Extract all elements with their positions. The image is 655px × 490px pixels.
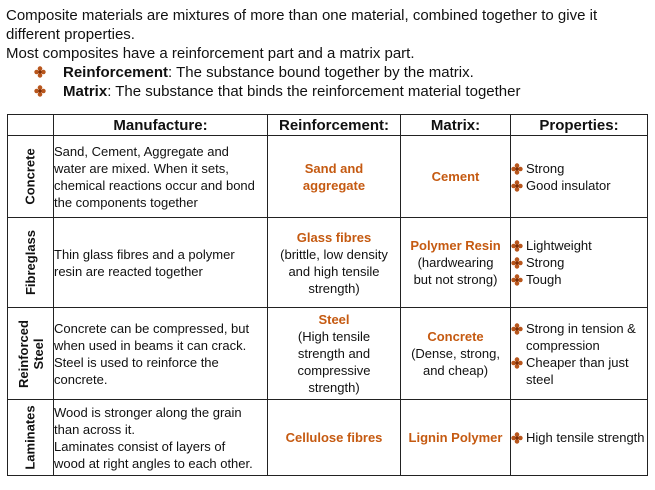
manufacture-line: the components together (54, 194, 198, 210)
reinforcement-detail: strength) (308, 380, 360, 395)
row-heading: Concrete (23, 148, 39, 205)
table-row (8, 400, 648, 476)
property-text: Lightweight (526, 238, 592, 253)
reinforcement-detail: strength) (308, 280, 360, 296)
header-reinforcement: Reinforcement: (268, 115, 401, 136)
definition-list (6, 63, 646, 101)
manufacture-line: than across it. (54, 421, 135, 437)
manufacture-line: resin are reacted together (54, 263, 203, 279)
property-item (511, 177, 647, 194)
property-item (511, 320, 647, 354)
matrix-detail: but not strong) (413, 272, 498, 287)
reinforcement-detail: (High tensile (297, 329, 371, 344)
row-heading-cell (8, 136, 54, 218)
flower-bullet-icon (34, 85, 46, 97)
definition-reinforcement-text: : The substance bound together by the matrix. (168, 64, 474, 81)
manufacture-line: chemical reactions occur and bond (54, 177, 255, 193)
manufacture-cell (54, 400, 268, 476)
term-matrix: Matrix (63, 83, 108, 100)
reinforcement-cell (268, 136, 401, 218)
matrix-cell (401, 400, 511, 476)
matrix-cell (401, 308, 511, 400)
matrix-title: Concrete (427, 329, 484, 344)
properties-cell (511, 400, 648, 476)
row-heading-wrap (8, 229, 53, 296)
row-heading: Laminates (23, 405, 38, 470)
manufacture-line: Wood is stronger along the grain (54, 404, 242, 420)
header-properties: Properties: (511, 115, 648, 136)
row-heading-wrap (8, 148, 53, 205)
property-item (511, 354, 647, 388)
properties-cell (511, 308, 648, 400)
table-row (8, 218, 648, 308)
properties-cell (511, 218, 648, 308)
reinforcement-title: Steel (318, 312, 350, 327)
property-item (511, 160, 647, 177)
reinforcement-title: Cellulose fibres (285, 430, 383, 445)
definition-matrix-text: : The substance that binds the reinforcement material together (107, 83, 521, 100)
row-heading-wrap (8, 319, 53, 388)
manufacture-line: Laminates consist of layers of (54, 438, 226, 454)
matrix-title: Cement (431, 169, 480, 184)
matrix-detail: and cheap) (422, 363, 489, 378)
manufacture-cell (54, 308, 268, 400)
reinforcement-cell (268, 308, 401, 400)
property-text: Good insulator (526, 177, 611, 193)
definition-matrix (6, 82, 646, 101)
row-heading-cell (8, 218, 54, 308)
matrix-title: Lignin Polymer (408, 430, 503, 445)
property-item (511, 429, 647, 446)
manufacture-cell (54, 218, 268, 308)
flower-bullet-icon (511, 432, 523, 444)
row-heading: Fibreglass (23, 229, 38, 296)
property-item (511, 237, 647, 254)
table-row (8, 136, 648, 218)
row-heading (16, 320, 46, 388)
definition-reinforcement (6, 63, 646, 82)
property-text: Strong (526, 160, 565, 176)
reinforcement-detail: (brittle, low density (280, 246, 388, 262)
reinforcement-cell (268, 400, 401, 476)
row-heading-line: Reinforced (15, 319, 31, 388)
composites-table (7, 114, 648, 476)
reinforcement-detail: and high tensile (288, 263, 380, 279)
matrix-title: Polymer Resin (410, 238, 501, 253)
manufacture-cell (54, 136, 268, 218)
flower-bullet-icon (511, 257, 523, 269)
flower-bullet-icon (511, 357, 523, 369)
manufacture-line: concrete. (54, 371, 108, 387)
reinforcement-cell (268, 218, 401, 308)
properties-cell (511, 136, 648, 218)
flower-bullet-icon (34, 66, 46, 78)
property-text: Strong (526, 255, 565, 270)
intro-line-2: Most composites have a reinforcement part and a matrix part. (6, 45, 415, 62)
manufacture-line: Steel is used to reinforce the (54, 354, 219, 370)
reinforcement-title: Glass fibres (296, 229, 372, 245)
reinforcement-title: Sand and (304, 160, 364, 176)
header-manufacture: Manufacture: (54, 115, 268, 136)
manufacture-line: Sand, Cement, Aggregate and (54, 143, 229, 159)
flower-bullet-icon (511, 274, 523, 286)
manufacture-line: wood at right angles to each other. (54, 455, 253, 471)
property-item (511, 271, 647, 288)
flower-bullet-icon (511, 163, 523, 175)
intro-text (6, 6, 646, 101)
manufacture-line: when used in beams it can crack. (54, 337, 247, 353)
property-text: Strong in tension & compression (526, 320, 636, 353)
table-row (8, 308, 648, 400)
table-header-row (8, 115, 648, 136)
header-matrix: Matrix: (401, 115, 511, 136)
flower-bullet-icon (511, 240, 523, 252)
manufacture-line: water are mixed. When it sets, (54, 160, 229, 176)
flower-bullet-icon (511, 180, 523, 192)
manufacture-line: Thin glass fibres and a polymer (54, 246, 235, 262)
matrix-cell (401, 136, 511, 218)
row-heading-wrap (8, 405, 53, 470)
property-text: High tensile strength (526, 430, 645, 445)
row-heading-cell (8, 308, 54, 400)
row-heading-cell (8, 400, 54, 476)
manufacture-line: Concrete can be compressed, but (54, 320, 250, 336)
term-reinforcement: Reinforcement (63, 64, 169, 81)
matrix-detail: (hardwearing (417, 255, 494, 270)
header-blank (8, 115, 54, 136)
reinforcement-detail: compressive (297, 363, 371, 378)
property-item (511, 254, 647, 271)
property-text: Tough (526, 272, 562, 287)
matrix-cell (401, 218, 511, 308)
intro-line-1: Composite materials are mixtures of more than one material, combined together to give it different properties. (6, 7, 598, 43)
flower-bullet-icon (511, 323, 523, 335)
property-text: Cheaper than just steel (526, 354, 629, 387)
reinforcement-detail: strength and (297, 346, 371, 361)
matrix-detail: (Dense, strong, (411, 346, 500, 361)
reinforcement-title: aggregate (302, 177, 366, 193)
row-heading-line: Steel (30, 337, 46, 370)
